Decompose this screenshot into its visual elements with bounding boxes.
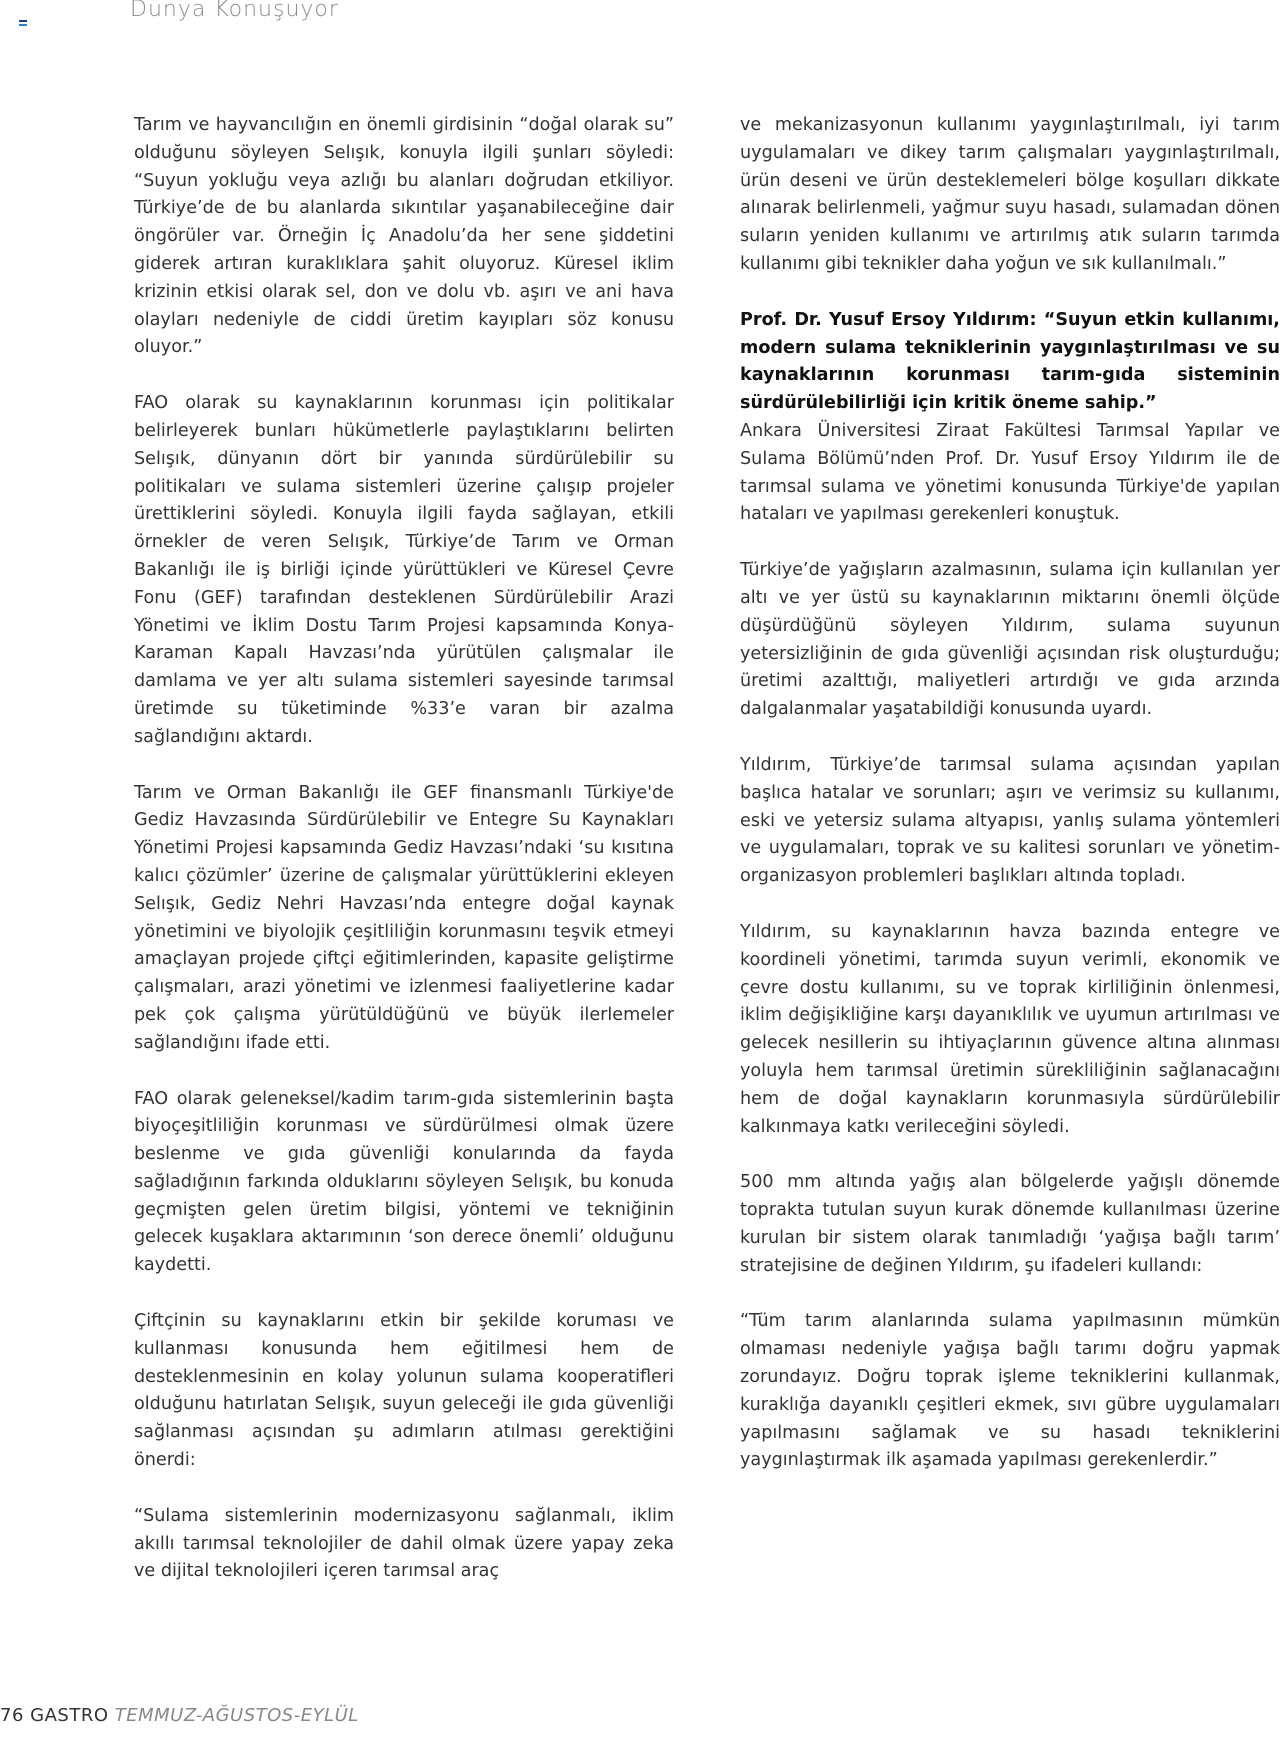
interview-intro: Ankara Üniversitesi Ziraat Fakültesi Tarımsal Yapılar ve Sulama Bölümü’nden Prof. Dr. Yusuf Ersoy Yıldırım ile de tarımsal sulama ve yönetimi konusunda Türkiye'de yapılan hataları ve yapılması gerekenleri konuştuk. [740,420,1280,525]
page-footer [0,1705,359,1726]
interview-headline: Prof. Dr. Yusuf Ersoy Yıldırım: “Suyun etkin kullanımı, modern sulama tekniklerinin yaygınlaştırılması ve su kaynaklarının korunması tarım-gıda sisteminin sürdürülebilirliği için kritik öneme sahip.” [740,309,1280,414]
right-column [740,112,1280,1503]
paragraph: FAO olarak su kaynaklarının korunması için politikalar belirleyerek bunları hükümetlerle paylaştıklarını belirten Selışık, dünyanın dört bir yanında sürdürülebilir su politikaları ve sulama sistemleri üzerine çalışıp projeler ürettiklerini söyledi. Konuyla ilgili fayda sağlayan, etkili örnekler de veren Selışık, Türkiye’de Tarım ve Orman Bakanlığı ile iş birliği içinde yürüttükleri ve Küresel Çevre Fonu (GEF) tarafından desteklenen Sürdürülebilir Arazi Yönetimi ve İklim Dostu Tarım Projesi kapsamında Konya-Karaman Kapalı Havzası’nda yürütülen çalışmalar ile damlama ve yer altı sulama sistemleri sayesinde tarımsal üretimde su tüketiminde %33’e varan bir azalma sağlandığını aktardı. [134,393,674,747]
magazine-name: GASTRO [30,1705,109,1726]
paragraph: Çiftçinin su kaynaklarını etkin bir şekilde koruması ve kullanması konusunda hem eğitilmesi hem de desteklenmesinin en kolay yolunun sulama kooperatifleri olduğunu hatırlatan Selışık, suyun geleceği ile gıda güvenliği sağlanması açısından şu adımların atılması gerektiğini önerdi: [134,1311,674,1471]
paragraph: Tarım ve hayvancılığın en önemli girdisinin “doğal olarak su” olduğunu söyleyen Selışık, konuyla ilgili şunları söyledi: “Suyun yokluğu veya azlığı bu alanları doğrudan etkiliyor. Türkiye’de de bu alanlarda sıkıntılar yaşanabileceğine dair öngörüler var. Örneğin İç Anadolu’da her sene şiddetini giderek artıran kuraklıklara şahit oluyoruz. Küresel iklim krizinin etkisi olarak sel, don ve dolu vb. aşırı ve ani hava olayları nedeniyle de ciddi üretim kayıpları söz konusu oluyor.” [134,115,674,358]
page-number: 76 [0,1705,24,1726]
paragraph: Tarım ve Orman Bakanlığı ile GEF finansmanlı Türkiye'de Gediz Havzasında Sürdürülebilir ve Entegre Su Kaynakları Yönetimi Projesi kapsamında Gediz Havzası’ndaki ‘su kısıtına kalıcı çözümler’ üzerine de çalışmalar yürüttüklerini ekleyen Selışık, Gediz Nehri Havzası’nda entegre doğal kaynak yönetimini ve biyolojik çeşitliliğin korunmasını teşvik etmeyi amaçlayan projede çiftçi eğitimlerinden, kapasite geliştirme çalışmaları, arazi yönetimi ve izlenmesi faaliyetlerine kadar pek çok çalışma yürütüldüğünü ve büyük ilerlemeler sağlandığını ifade etti. [134,782,674,1053]
quote-paragraph: “Tüm tarım alanlarında sulama yapılmasının mümkün olmaması nedeniyle yağışa bağlı tarımı doğru yapmak zorundayız. Doğru toprak işleme tekniklerini kullanmak, kuraklığa dayanıklı çeşitleri ekmek, sıvı gübre uygulamaları yapılmasını sağlamak ve su hasadı tekniklerini yaygınlaştırmak ilk aşamada yapılması gerekenlerdir.” [740,1311,1280,1471]
paragraph: ve mekanizasyonun kullanımı yaygınlaştırılmalı, iyi tarım uygulamaları ve dikey tarım çalışmaları yaygınlaştırılmalı, ürün deseni ve ürün desteklemeleri bölge koşulları dikkate alınarak belirlenmeli, yağmur suyu hasadı, sulamadan dönen suların yeniden kullanımı ve artırılmış atık suların tarımda kullanımı gibi teknikler daha yoğun ve sık kullanılmalı.” [740,115,1280,274]
paragraph: Yıldırım, Türkiye’de tarımsal sulama açısından yapılan başlıca hatalar ve sorunları; aşırı ve verimsiz su kullanımı, eski ve yetersiz sulama altyapısı, yanlış sulama yöntemleri ve uygulamaları, toprak ve su kalitesi sorunları ve yönetim-organizasyon problemleri başlıkları altında topladı. [740,754,1280,887]
paragraph: “Sulama sistemlerinin modernizasyonu sağlanmalı, iklim akıllı tarımsal teknolojiler de dahil olmak üzere yapay zeka ve dijital teknolojileri içeren tarımsal araç [134,1505,674,1582]
issue-label: TEMMUZ-AĞUSTOS-EYLÜL [114,1705,359,1726]
paragraph: Yıldırım, su kaynaklarının havza bazında entegre ve koordineli yönetimi, tarımda suyun verimli, ekonomik ve çevre dostu kullanımı, su ve toprak kirliliğinin önlenmesi, iklim değişikliğine karşı dayanıklılık ve uyumun artırılması ve gelecek nesillerin su ihtiyaçlarının güvence altına alınması yoluyla hem tarımsal üretimin sürekliliğinin sağlanacağını hem de doğal kaynakların korunmasıyla sürdürülebilir kalkınmaya katkı verileceğini söyledi. [740,921,1280,1137]
paragraph: 500 mm altında yağış alan bölgelerde yağışlı dönemde toprakta tutulan suyun kurak dönemde kullanılması üzerine kurulan bir sistem olarak tanımladığı ‘yağışa bağlı tarım’ stratejisine de değinen Yıldırım, şu ifadeleri kullandı: [740,1172,1280,1276]
section-title: Dünya Konuşuyor [130,0,339,22]
section-marker-icon [19,20,27,28]
left-column [134,112,674,1614]
paragraph: FAO olarak geleneksel/kadim tarım-gıda sistemlerinin başta biyoçeşitliliğin korunması ve sürdürülmesi olmak üzere beslenme ve gıda güvenliği konularında da fayda sağladığının farkında olduklarını söyleyen Selışık, bu konuda geçmişten gelen üretim bilgisi, yöntemi ve tekniğinin gelecek kuşaklara aktarımının ‘son derece önemli’ olduğunu kaydetti. [134,1088,674,1276]
paragraph: Türkiye’de yağışların azalmasının, sulama için kullanılan yer altı ve yer üstü su kaynaklarının miktarını önemli ölçüde düşürdüğünü söyleyen Yıldırım, sulama suyunun yetersizliğinin de gıda güvenliği açısından risk oluşturduğu; üretimi azalttığı, maliyetleri artırdığı ve gıda arzında dalgalanmalar yaşatabildiği konusunda uyardı. [740,560,1280,720]
